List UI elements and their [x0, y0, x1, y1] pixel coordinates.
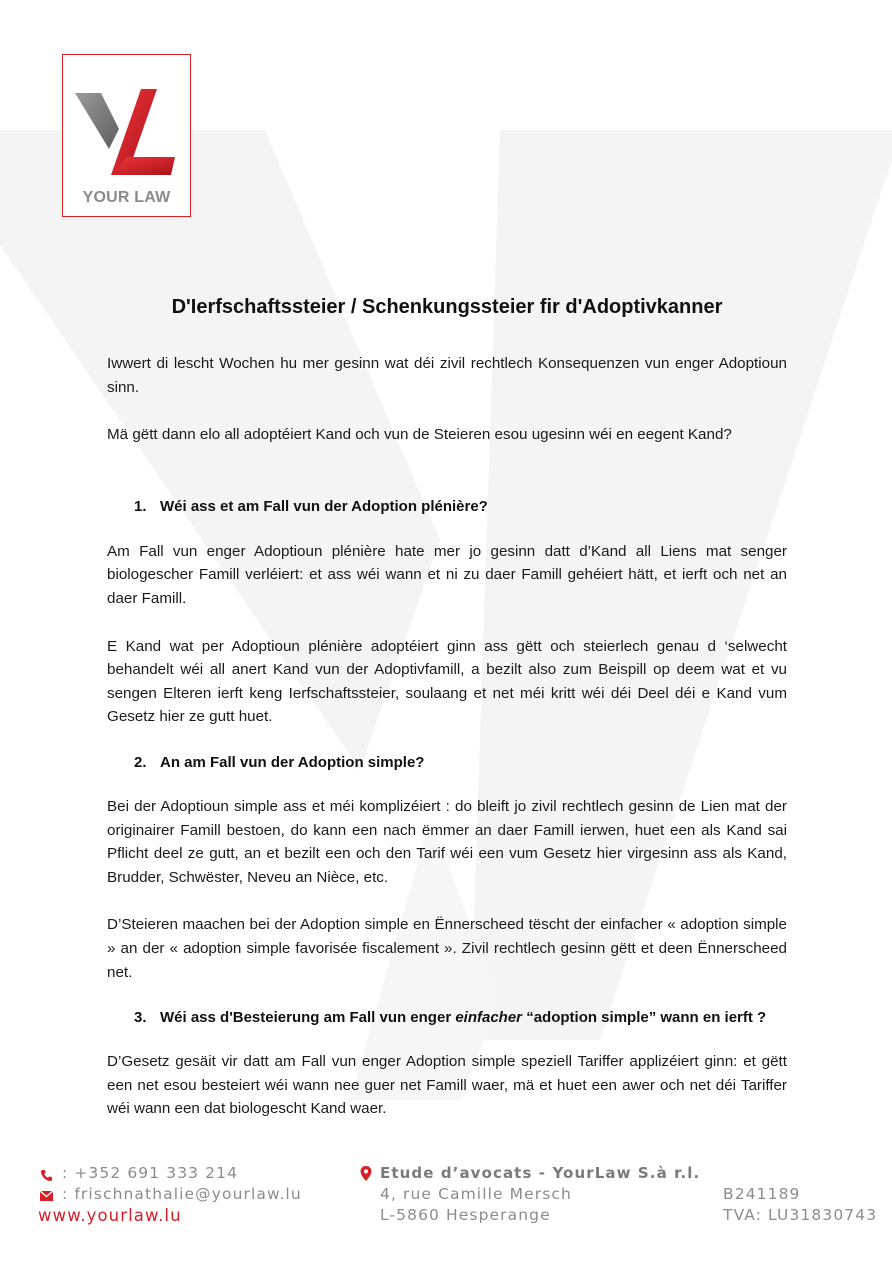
section-3-heading-italic: einfacher	[455, 1009, 523, 1027]
page-footer	[0, 1160, 892, 1262]
footer-phone[interactable]: : +352 691 333 214	[62, 1164, 239, 1182]
footer-website[interactable]: www.yourlaw.lu	[38, 1206, 182, 1225]
section-3-heading-before: Wéi ass d'Besteierung am Fall vun enger	[160, 1009, 456, 1027]
section-1-heading	[107, 495, 787, 518]
section-2-paragraph-2: D’Steieren maachen bei der Adoption simple en Ënnerscheed tëscht der einfacher « adoption simple » an der « adoption simple favorisée fiscalement ». Zivil rechtlech gesinn gëtt et deen Ënnerscheed net.	[107, 916, 787, 981]
section-3-paragraph-1: D’Gesetz gesäit vir datt am Fall vun enger Adoption simple speziell Tariffer applizéiert ginn: et gëtt een net esou besteiert wéi wann nee guer net Famill waer, mä et huet een awer och net déi Tariffer wéi wann een dat biologescht Kand waer.	[107, 1053, 787, 1118]
location-pin-icon	[360, 1166, 372, 1181]
section-2-heading-text: An am Fall vun der Adoption simple?	[160, 753, 425, 771]
intro-paragraph-1: Iwwert di lescht Wochen hu mer gesinn wat déi zivil rechtlech Konsequenzen vun enger Adoptioun sinn.	[107, 355, 787, 396]
yourlaw-logo-icon	[71, 83, 183, 183]
footer-rcs-number: B241189	[723, 1185, 801, 1203]
logo-wordmark: YOUR LAW	[82, 189, 171, 206]
section-2-paragraph-1: Bei der Adoptioun simple ass et méi komplizéiert : do bleift jo zivil rechtlech gesinn de Lien mat der originairer Famill bestoen, do kann een nach ëmmer an daer Famill ierwen, huet een als Kand sai Pflicht deel ze gutt, an et bezilt een och den Tarif wéi een vum Gesetz hier virgesinn ass als Kand, Brudder, Schwëster, Neveu an Nièce, etc.	[107, 797, 787, 886]
document-body	[107, 296, 787, 1121]
section-2-number: 2.	[134, 753, 147, 771]
footer-city: L-5860 Hesperange	[380, 1206, 551, 1224]
intro-paragraph-2: Mä gëtt dann elo all adoptéiert Kand och vun de Steieren esou ugesinn wéi en eegent Kand?	[107, 426, 732, 444]
section-2-heading	[107, 751, 787, 774]
section-1-heading-text: Wéi ass et am Fall vun der Adoption plénière?	[160, 497, 488, 515]
footer-vat-number: TVA: LU31830743	[723, 1206, 878, 1224]
section-1-number: 1.	[134, 497, 147, 515]
document-title: D'Ierfschaftssteier / Schenkungssteier fir d'Adoptivkanner	[171, 296, 723, 318]
footer-street: 4, rue Camille Mersch	[380, 1185, 572, 1203]
section-3-heading-after: “adoption simple” wann en ierft ?	[522, 1009, 767, 1027]
section-1-paragraph-2: E Kand wat per Adoptioun plénière adoptéiert ginn ass gëtt och steierlech genau d ‘selwecht behandelt wéi all anert Kand vun der Adoptivfamill, a bezilt also zum Beispill op deem wat et vu sengen Elteren ierft keng Ierfschaftssteier, soulaang et net méi kritt wéi déi Deel déi e Kand vum Gesetz hier ze gutt huet.	[107, 637, 787, 726]
section-1-paragraph-1: Am Fall vun enger Adoptioun plénière hate mer jo gesinn datt d’Kand all Liens mat senger biologescher Famill verléiert: et ass wéi wann et ni zu daer Famill gehéiert hätt, et ierft och net an daer Famill.	[107, 542, 787, 607]
section-3-number: 3.	[134, 1009, 147, 1027]
footer-firm-name: Etude d’avocats - YourLaw S.à r.l.	[380, 1164, 701, 1182]
section-3-heading	[107, 1006, 787, 1029]
phone-icon	[40, 1169, 53, 1182]
envelope-icon	[40, 1191, 53, 1201]
yourlaw-logo	[62, 54, 191, 217]
footer-email[interactable]: : frischnathalie@yourlaw.lu	[62, 1185, 302, 1203]
